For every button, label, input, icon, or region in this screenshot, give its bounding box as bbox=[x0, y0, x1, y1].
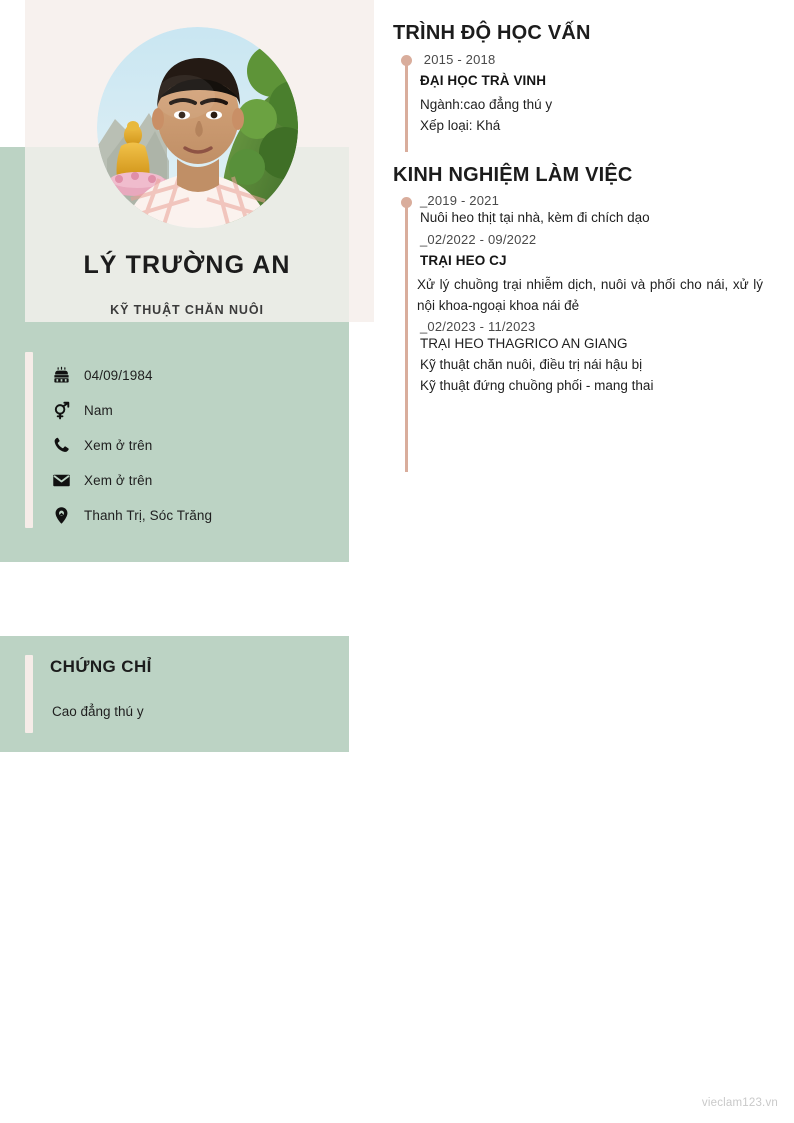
experience-date-2: _02/2022 - 09/2022 bbox=[420, 231, 537, 247]
candidate-name: LÝ TRƯỜNG AN bbox=[83, 251, 291, 279]
contact-item-phone bbox=[50, 428, 340, 463]
contact-item-gender bbox=[50, 393, 340, 428]
education-date: 2015 - 2018 bbox=[420, 52, 496, 67]
email-icon bbox=[50, 470, 72, 492]
profile-photo bbox=[97, 27, 298, 228]
education-timeline-rail bbox=[405, 62, 408, 152]
experience-description-3a: Kỹ thuật chăn nuôi, điều trị nái hậu bị bbox=[420, 356, 643, 372]
contact-accent-bar bbox=[25, 352, 33, 528]
gender-male-icon bbox=[50, 400, 72, 422]
contact-value-birthday: 04/09/1984 bbox=[84, 368, 153, 383]
experience-entry-3 bbox=[420, 319, 763, 397]
experience-entry-2 bbox=[417, 231, 763, 317]
experience-organization-3: TRẠI HEO THAGRICO AN GIANG bbox=[420, 335, 628, 351]
education-heading: TRÌNH ĐỘ HỌC VẤN bbox=[393, 22, 591, 44]
birthday-cake-icon bbox=[50, 365, 72, 387]
experience-entry-1 bbox=[420, 193, 763, 229]
contact-value-location: Thanh Trị, Sóc Trăng bbox=[84, 508, 213, 523]
contact-item-location bbox=[50, 498, 340, 533]
education-major: Ngành:cao đẳng thú y bbox=[420, 97, 553, 112]
namecard-green-edge bbox=[0, 147, 25, 322]
education-grade: Xếp loại: Khá bbox=[420, 117, 501, 133]
profile-photo-image bbox=[97, 27, 298, 228]
experience-description-2: Xử lý chuồng trại nhiễm dịch, nuôi và phối cho nái, xử lý nội khoa-ngoại khoa nái đẻ bbox=[417, 276, 763, 313]
experience-date-3: _02/2023 - 11/2023 bbox=[420, 318, 536, 334]
contact-list bbox=[50, 358, 340, 533]
education-organization: ĐẠI HỌC TRÀ VINH bbox=[420, 73, 547, 88]
experience-timeline-rail bbox=[405, 203, 408, 472]
certificate-panel bbox=[0, 636, 349, 752]
certificate-item: Cao đẳng thú y bbox=[52, 704, 144, 719]
footer-watermark: vieclam123.vn bbox=[701, 1097, 778, 1109]
location-pin-icon bbox=[50, 505, 72, 527]
experience-description-3b: Kỹ thuật đứng chuồng phối - mang thai bbox=[420, 377, 654, 393]
experience-entries bbox=[417, 193, 763, 397]
experience-heading: KINH NGHIỆM LÀM VIỆC bbox=[393, 164, 633, 186]
contact-value-phone: Xem ở trên bbox=[84, 438, 153, 453]
contact-value-gender: Nam bbox=[84, 403, 113, 418]
experience-date-1: _2019 - 2021 bbox=[420, 193, 500, 208]
certificate-accent-bar bbox=[25, 655, 33, 733]
candidate-job-title: KỸ THUẬT CHĂN NUÔI bbox=[110, 303, 264, 317]
contact-item-birthday bbox=[50, 358, 340, 393]
education-entry bbox=[420, 52, 552, 137]
contact-value-email: Xem ở trên bbox=[84, 473, 153, 488]
experience-organization-2: TRẠI HEO CJ bbox=[420, 252, 507, 268]
certificate-heading: CHỨNG CHỈ bbox=[50, 657, 152, 676]
contact-item-email bbox=[50, 463, 340, 498]
phone-icon bbox=[50, 435, 72, 457]
experience-description-1: Nuôi heo thịt tại nhà, kèm đi chích dạo bbox=[420, 210, 650, 225]
